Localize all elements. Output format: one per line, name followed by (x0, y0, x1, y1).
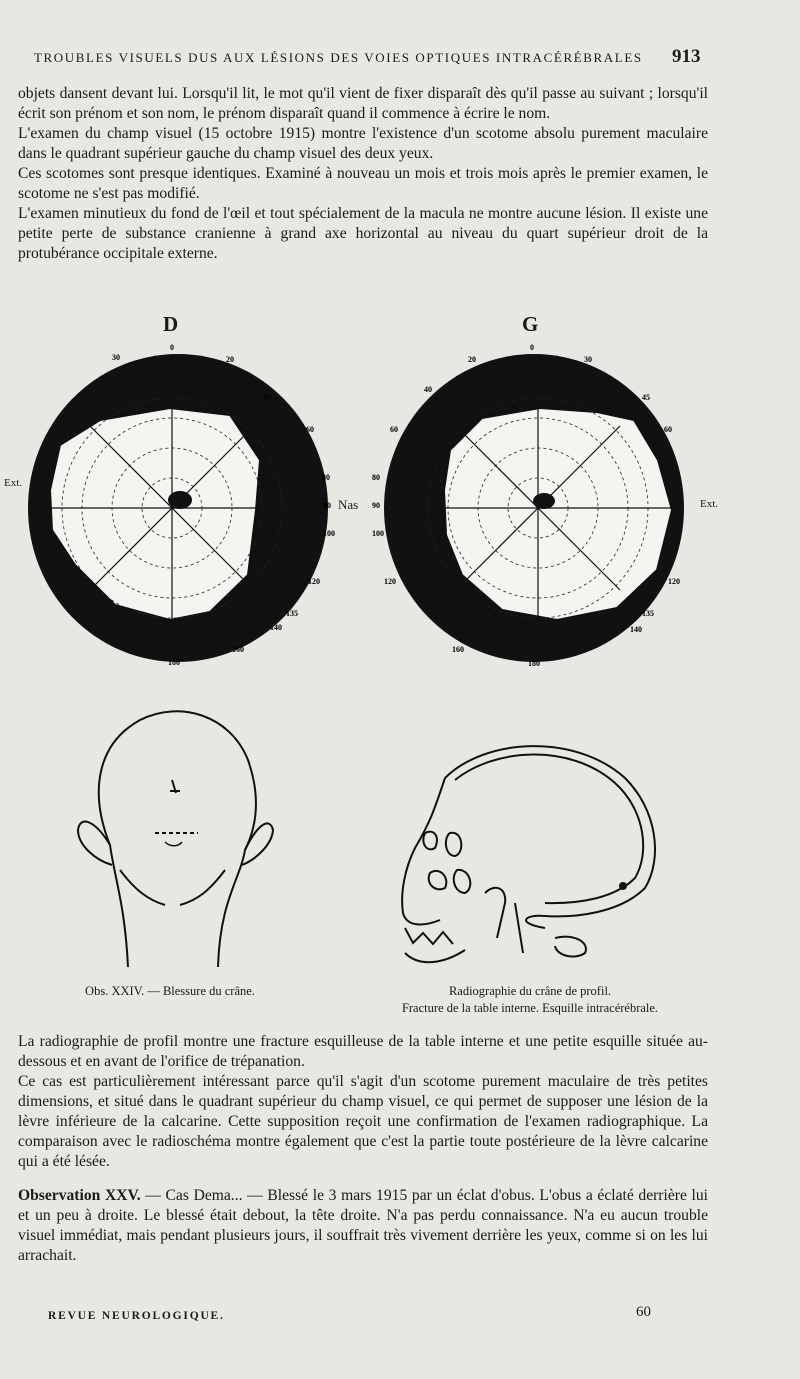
tick-0: 0 (530, 343, 534, 352)
caption-right-1: Radiographie du crâne de profil. (448, 984, 612, 998)
visual-field-right-eye (20, 340, 350, 670)
journal-footer: REVUE NEUROLOGIQUE. (48, 1310, 225, 1322)
head-drawing (70, 705, 280, 975)
nasal-label: Nas (338, 497, 359, 512)
scotoma (533, 493, 555, 509)
tick-120: 120 (308, 577, 320, 586)
observation-text: — Cas Dema... — Blessé le 3 mars 1915 par un éclat d'obus. L'obus a éclaté derrière lui et un peu à droite. Le blessé était debout, la tête droite. N'a pas perdu connaissance. N'a eu aucun trouble visuel immédiat, mais pendant plusieurs jours, il souffrait très vivement derrière les yeux, comme si on les lui arrachait. (18, 1187, 708, 1264)
tick-120: 120 (384, 577, 396, 586)
paragraph: L'examen du champ visuel (15 octobre 1915) montre l'existence d'un scotome absolu purement maculaire dans le quadrant supérieur gauche du champ visuel des deux yeux. (18, 125, 708, 162)
tick-140: 140 (630, 625, 642, 634)
tick-140: 140 (270, 623, 282, 632)
tick-80: 80 (322, 473, 330, 482)
paragraph: La radiographie de profil montre une fracture esquilleuse de la table interne et une petite esquille située au-dessous et en avant de l'orifice de trépanation. (18, 1033, 708, 1070)
visual-field-left-eye (372, 340, 702, 670)
tick-180: 180 (168, 658, 180, 667)
tick-100: 100 (372, 529, 384, 538)
paragraph: objets dansent devant lui. Lorsqu'il lit, le mot qu'il vient de fixer disparaît dès qu'il passe au suivant ; lorsqu'il écrit son prénom et son nom, le prénom disparaît quand il commence à écrire le nom. (18, 85, 708, 122)
skull-radiograph (395, 738, 670, 973)
tick-40: 40 (424, 385, 432, 394)
left-eye-letter: G (522, 312, 539, 336)
tick-160: 160 (232, 645, 244, 654)
tick-0: 0 (170, 343, 174, 352)
tick-45: 45 (263, 393, 271, 402)
tick-30: 30 (584, 355, 592, 364)
observation-paragraph (18, 1186, 708, 1266)
ext-label-right: Ext. (700, 498, 719, 510)
caption-left: Obs. XXIV. — Blessure du crâne. (85, 984, 255, 998)
tick-90: 90 (372, 501, 380, 510)
tick-45: 45 (642, 393, 650, 402)
paragraph: Ces scotomes sont presque identiques. Examiné à nouveau un mois et trois mois après le premier examen, le scotome ne s'est pas modifié. (18, 165, 708, 202)
tick-160: 160 (452, 645, 464, 654)
ext-label-left: Ext. (4, 477, 23, 489)
caption-right-2: Fracture de la table interne. Esquille intracérébrale. (401, 1001, 659, 1015)
tick-120b: 120 (668, 577, 680, 586)
running-head: TROUBLES VISUELS DUS AUX LÉSIONS DES VOIES OPTIQUES INTRACÉRÉBRALES (34, 50, 643, 65)
tick-135: 135 (642, 609, 654, 618)
paragraph: L'examen minutieux du fond de l'œil et tout spécialement de la macula ne montre aucune lésion. Il existe une petite perte de substance cranienne à grand axe horizontal au niveau du quart supérieur droit de la protubérance occipitale externe. (18, 205, 708, 262)
tick-30: 30 (112, 353, 120, 362)
tick-60b: 60 (664, 425, 672, 434)
tick-60: 60 (390, 425, 398, 434)
tick-20: 20 (226, 355, 234, 364)
paragraph: Ce cas est particulièrement intéressant parce qu'il s'agit d'un scotome purement maculaire de très petites dimensions, et situé dans le quadrant supérieur du champ visuel, ce qui permet de supposer une lésion de la lèvre inférieure de la calcarine. Cette supposition reçoit une confirmation de l'examen radiographique. La comparaison avec le radioschéma montre également que c'est la partie toute postérieure de la lèvre calcarine qui a été lésée. (18, 1073, 708, 1170)
tick-100: 100 (323, 529, 335, 538)
scotoma (168, 491, 192, 509)
top-text (18, 84, 708, 264)
tick-90: 90 (323, 501, 331, 510)
page-number: 913 (672, 46, 701, 67)
signature-number: 60 (636, 1304, 651, 1320)
tick-180: 180 (528, 659, 540, 668)
tick-20: 20 (468, 355, 476, 364)
tick-80: 80 (372, 473, 380, 482)
tick-135: 135 (286, 609, 298, 618)
bottom-text (18, 1032, 708, 1266)
observation-heading: Observation XXV. (18, 1187, 141, 1204)
tick-60: 60 (306, 425, 314, 434)
right-eye-letter: D (163, 312, 179, 336)
